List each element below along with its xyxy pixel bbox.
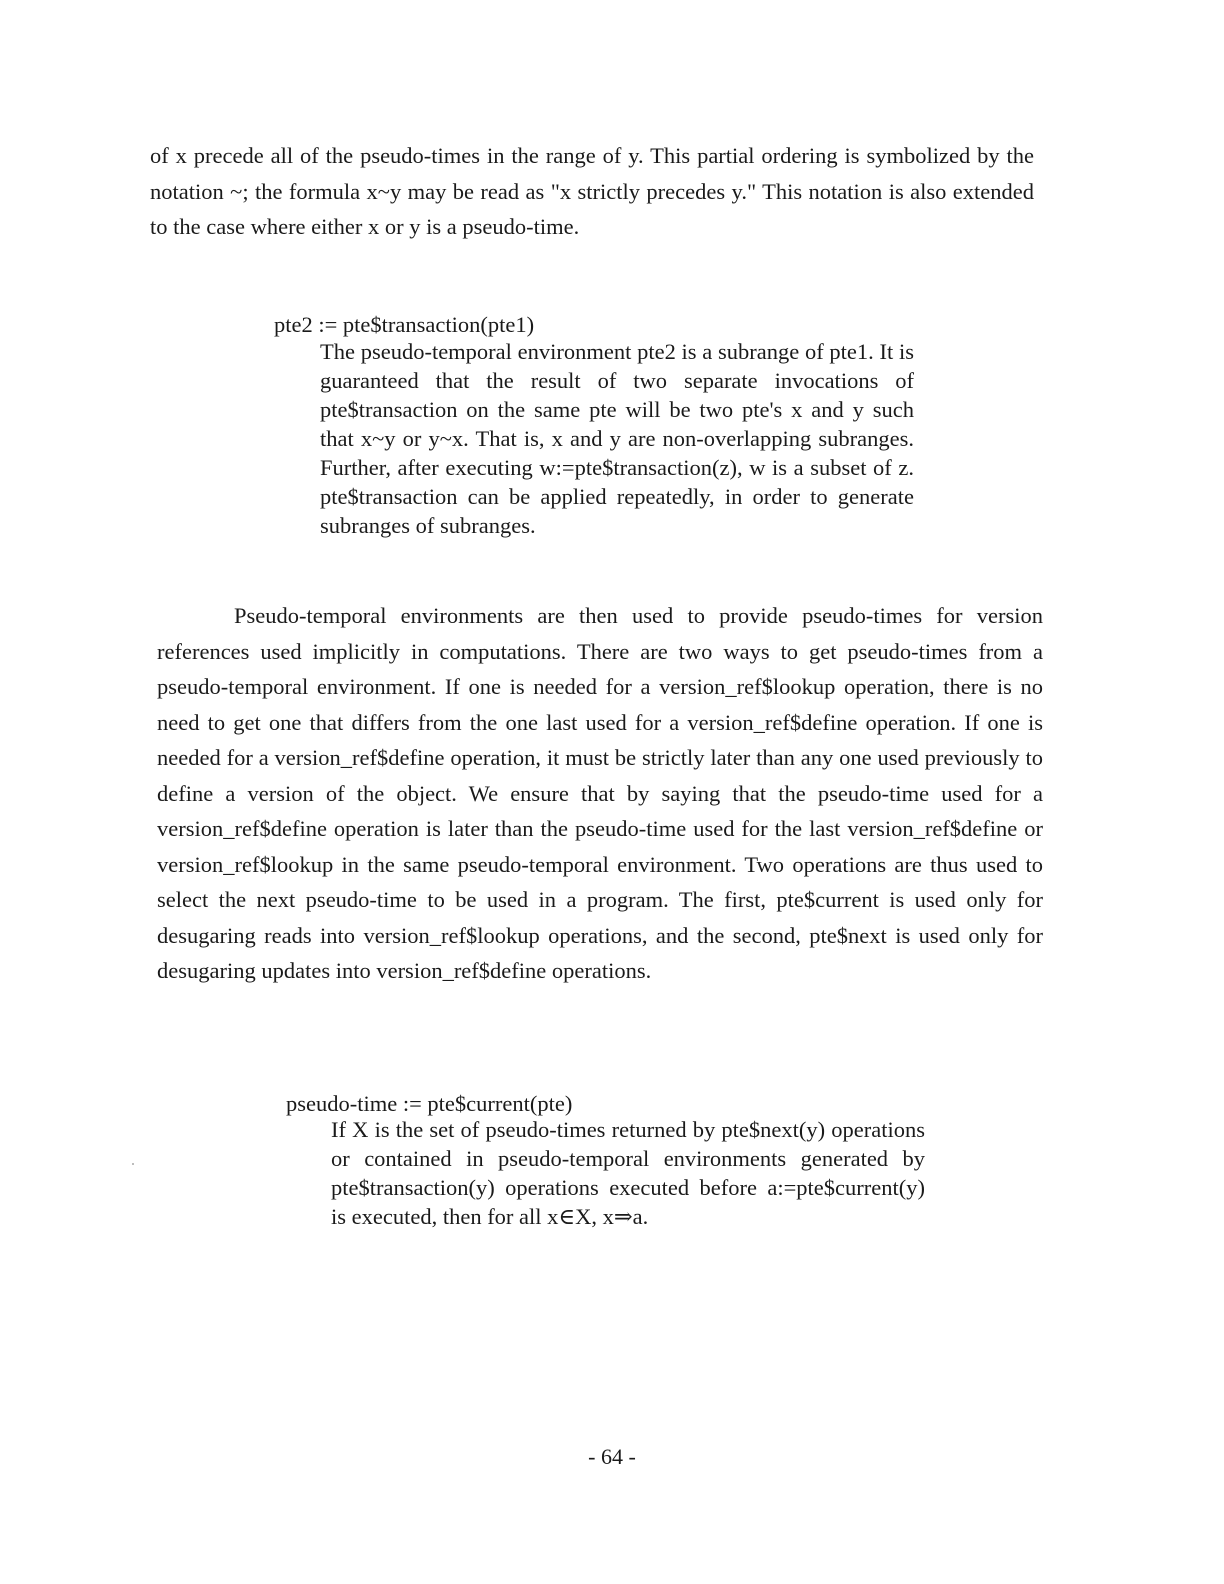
page-number: - 64 -	[588, 1444, 636, 1469]
definition-signature-current: pseudo-time := pte$current(pte)	[286, 1091, 573, 1116]
scan-speck	[132, 1163, 134, 1165]
definition-signature-transaction: pte2 := pte$transaction(pte1)	[274, 312, 535, 337]
definition-body-current: If X is the set of pseudo-times returned by pte$next(y) operations or contained in pseudo-temporal environments generated by pte$transaction(y) operations executed before a:=pte$current(y) is executed, then for all x∈X, x⇒a.	[331, 1117, 925, 1229]
definition-body-transaction: The pseudo-temporal environment pte2 is a subrange of pte1. It is guaranteed that the result of two separate invocations of pte$transaction on the same pte will be two pte's x and y such that x~y or y~x. That is, x and y are non-overlapping subranges. Further, after executing w:=pte$transaction(z), w is a subset of z. pte$transaction can be applied repeatedly, in order to generate subranges of subranges.	[320, 339, 914, 538]
paragraph-pseudo-temporal-environments	[157, 598, 1043, 989]
paragraph-partial-ordering: of x precede all of the pseudo-times in the range of y. This partial ordering is symbolized by the notation ~; the formula x~y may be read as "x strictly precedes y." This notation is also extended to the case where either x or y is a pseudo-time.	[150, 143, 1034, 239]
paragraph-text: Pseudo-temporal environments are then used to provide pseudo-times for version references used implicitly in computations. There are two ways to get pseudo-times from a pseudo-temporal environment. If one is needed for a version_ref$lookup operation, there is no need to get one that differs from the one last used for a version_ref$define operation. If one is needed for a version_ref$define operation, it must be strictly later than any one used previously to define a version of the object. We ensure that by saying that the pseudo-time used for a version_ref$define operation is later than the pseudo-time used for the last version_ref$define or version_ref$lookup in the same pseudo-temporal environment. Two operations are thus used to select the next pseudo-time to be used in a program. The first, pte$current is used only for desugaring reads into version_ref$lookup operations, and the second, pte$next is used only for desugaring updates into version_ref$define operations.	[157, 603, 1043, 983]
